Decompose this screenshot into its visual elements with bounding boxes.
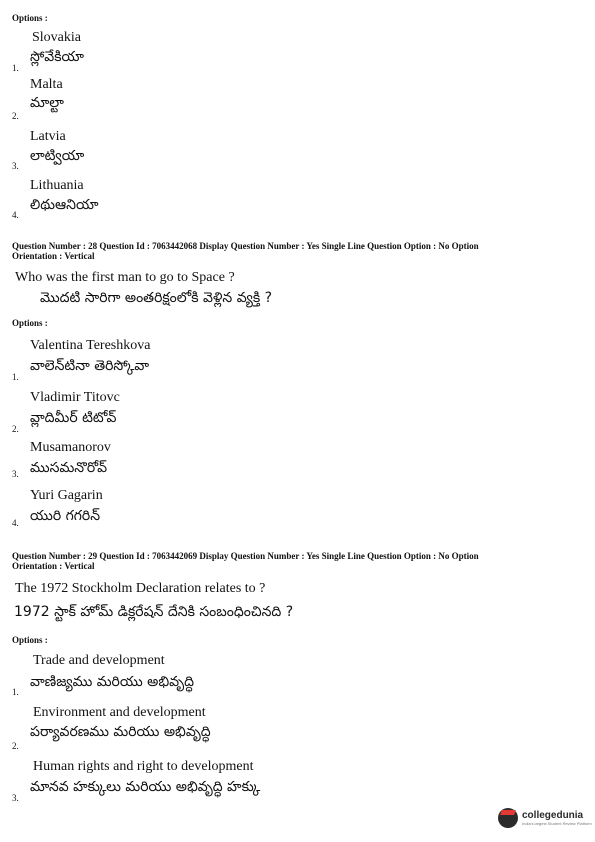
option-1-telugu: వాలెన్‌టినా తెరిస్కోవా xyxy=(30,358,150,374)
question-29-english: The 1972 Stockholm Declaration relates to ? xyxy=(15,581,266,596)
question-29-meta: Question Number : 29 Question Id : 7063442069 Display Question Number : Yes Single Line Question Option : No Option Orientation : Vertical xyxy=(12,551,479,571)
option-4-english: Yuri Gagarin xyxy=(30,488,103,503)
logo-name: collegedunia xyxy=(522,810,584,821)
option-4-telugu: యురి గగరిన్ xyxy=(30,508,101,524)
option-4-number: 4. xyxy=(12,210,19,220)
option-1-english: Valentina Tereshkova xyxy=(30,338,151,353)
options-label: Options : xyxy=(12,318,48,328)
logo-tagline: India's largest Student Review Platform xyxy=(522,821,592,826)
option-2-telugu: వ్లాదిమీర్ టిటోవ్ xyxy=(30,410,117,426)
question-28-meta: Question Number : 28 Question Id : 7063442068 Display Question Number : Yes Single Line Question Option : No Option Orientation : Vertical xyxy=(12,241,479,261)
option-4-telugu: లిథుఆనియా xyxy=(30,197,99,213)
option-2-number: 2. xyxy=(12,424,19,434)
option-2-number: 2. xyxy=(12,741,19,751)
question-28-english: Who was the first man to go to Space ? xyxy=(15,270,235,285)
option-1-telugu: వాణిజ్యము మరియు అభివృద్ధి xyxy=(30,674,194,690)
option-2-english: Vladimir Titovc xyxy=(30,390,120,405)
option-1-english: Slovakia xyxy=(32,30,81,45)
option-3-number: 3. xyxy=(12,793,19,803)
option-1-number: 1. xyxy=(12,372,19,382)
collegedunia-logo-icon xyxy=(498,808,518,828)
options-label: Options : xyxy=(12,635,48,645)
option-2-telugu: మాల్టా xyxy=(30,95,64,111)
option-2-english: Environment and development xyxy=(33,705,206,720)
option-3-english: Human rights and right to development xyxy=(33,759,254,774)
option-3-telugu: ముసమనొరోవ్ xyxy=(30,460,108,476)
question-29-telugu: 1972 స్టాక్ హోమ్ డిక్లరేషన్ దేనికి సంబంధించినది ? xyxy=(14,604,294,620)
option-4-english: Lithuania xyxy=(30,178,84,193)
option-3-number: 3. xyxy=(12,469,19,479)
option-1-english: Trade and development xyxy=(33,653,165,668)
collegedunia-logo xyxy=(498,808,592,828)
option-3-english: Latvia xyxy=(30,129,66,144)
option-2-english: Malta xyxy=(30,77,63,92)
options-label: Options : xyxy=(12,13,48,23)
option-3-number: 3. xyxy=(12,161,19,171)
option-2-telugu: పర్యావరణము మరియు అభివృద్ధి xyxy=(30,724,211,740)
option-3-english: Musamanorov xyxy=(30,440,111,455)
option-3-telugu: లాట్వియా xyxy=(30,148,85,164)
option-3-telugu: మానవ హక్కులు మరియు అభివృద్ధి హక్కు xyxy=(30,779,261,795)
option-1-number: 1. xyxy=(12,63,19,73)
option-4-number: 4. xyxy=(12,518,19,528)
option-2-number: 2. xyxy=(12,111,19,121)
option-1-telugu: స్లోవేకియా xyxy=(30,49,85,65)
option-1-number: 1. xyxy=(12,687,19,697)
question-28-telugu: మొదటి సారిగా అంతరిక్షంలోకి వెళ్లిన వ్యక్తి ? xyxy=(40,290,273,306)
